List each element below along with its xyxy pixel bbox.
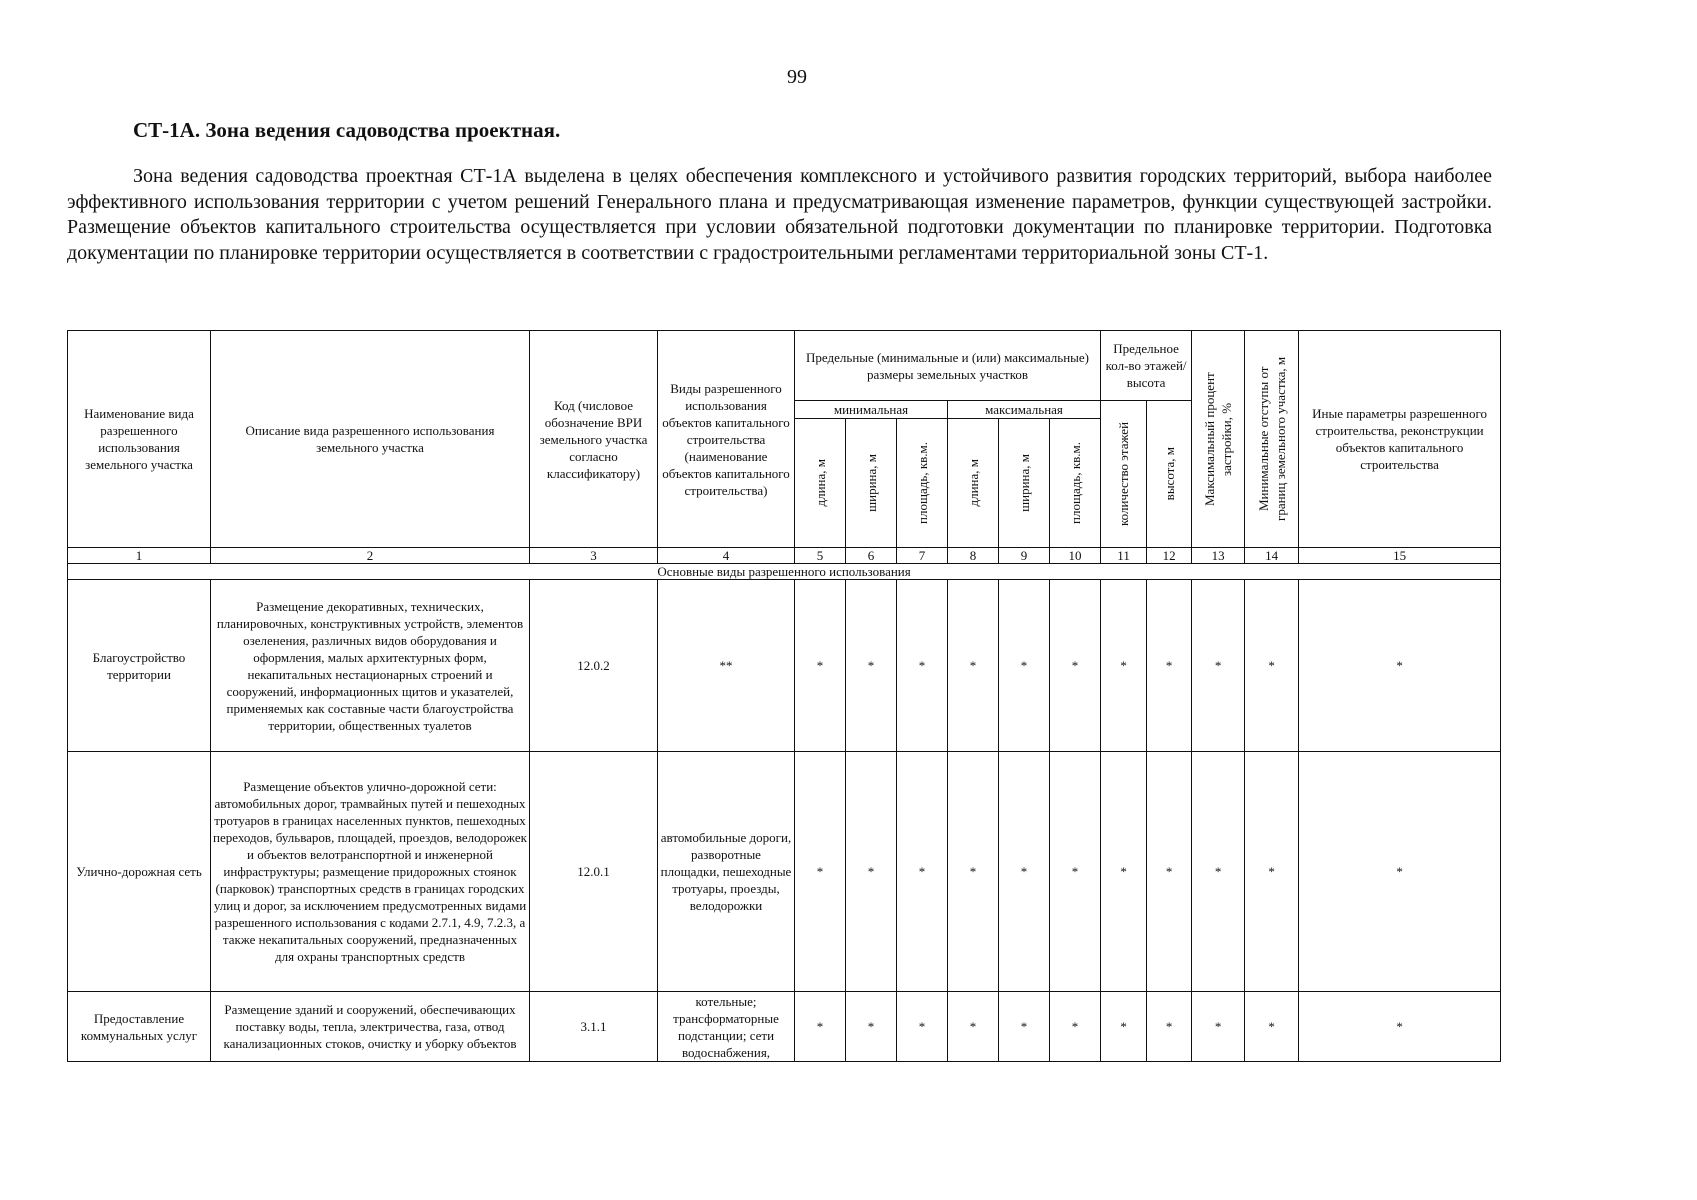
row-param: * bbox=[1299, 752, 1501, 992]
header-limits: Предельные (минимальные и (или) максимальные) размеры земельных участков bbox=[795, 331, 1101, 401]
row-name: Улично-дорожная сеть bbox=[68, 752, 211, 992]
row-name: Благоустройство территории bbox=[68, 580, 211, 752]
row-param: * bbox=[846, 752, 897, 992]
header-max-area-text: площадь, кв.м. bbox=[1067, 442, 1083, 524]
column-number: 11 bbox=[1101, 548, 1147, 564]
row-param: * bbox=[795, 580, 846, 752]
table-row bbox=[68, 752, 1501, 992]
header-min-width bbox=[846, 419, 897, 548]
header-maximal: максимальная bbox=[948, 401, 1101, 419]
row-param: * bbox=[846, 992, 897, 1062]
row-param: * bbox=[1192, 752, 1245, 992]
row-param: * bbox=[1147, 752, 1192, 992]
header-max-width bbox=[999, 419, 1050, 548]
header-name: Наименование вида разрешенного использования земельного участка bbox=[68, 331, 211, 548]
header-min-setback bbox=[1245, 331, 1299, 548]
row-description: Размещение зданий и сооружений, обеспечивающих поставку воды, тепла, электричества, газа, отвод канализационных стоков, очистку и уборку объектов bbox=[211, 992, 530, 1062]
header-min-area-text: площадь, кв.м. bbox=[914, 442, 930, 524]
row-param: * bbox=[897, 752, 948, 992]
column-number: 8 bbox=[948, 548, 999, 564]
header-other: Иные параметры разрешенного строительства, реконструкции объектов капитального строительства bbox=[1299, 331, 1501, 548]
header-height bbox=[1147, 401, 1192, 548]
row-description: Размещение декоративных, технических, планировочных, конструктивных устройств, элементов озеленения, различных видов оборудования и оформления, малых архитектурных форм, некапитальных нестационарных строений и сооружений, информационных щитов и указателей, применяемых как составные части благоустройства территории, общественных туалетов bbox=[211, 580, 530, 752]
row-kinds: автомобильные дороги, разворотные площадки, пешеходные тротуары, проезды, велодорожки bbox=[658, 752, 795, 992]
row-param: * bbox=[948, 580, 999, 752]
row-param: * bbox=[999, 992, 1050, 1062]
row-description: Размещение объектов улично-дорожной сети: автомобильных дорог, трамвайных путей и пешеходных тротуаров в границах населенных пунктов, пешеходных переходов, бульваров, площадей, проездов, велодорожек и объектов велотранспортной и инженерной инфраструктуры; размещение придорожных стоянок (парковок) транспортных средств в границах городских улиц и дорог, за исключением предусмотренных видами разрешенного использования с кодами 2.7.1, 4.9, 7.2.3, а также некапитальных сооружений, предназначенных для охраны транспортных средств bbox=[211, 752, 530, 992]
header-max-percent bbox=[1192, 331, 1245, 548]
column-number: 6 bbox=[846, 548, 897, 564]
column-number: 14 bbox=[1245, 548, 1299, 564]
column-number: 1 bbox=[68, 548, 211, 564]
row-param: * bbox=[795, 992, 846, 1062]
table-row bbox=[68, 580, 1501, 752]
row-param: * bbox=[1192, 580, 1245, 752]
header-code: Код (числовое обозначение ВРИ земельного участка согласно классификатору) bbox=[530, 331, 658, 548]
header-min-length-text: длина, м bbox=[812, 459, 828, 507]
row-param: * bbox=[948, 752, 999, 992]
row-param: * bbox=[846, 580, 897, 752]
header-height-text: высота, м bbox=[1161, 447, 1177, 501]
column-number: 2 bbox=[211, 548, 530, 564]
column-number: 3 bbox=[530, 548, 658, 564]
row-param: * bbox=[999, 580, 1050, 752]
row-param: * bbox=[1147, 992, 1192, 1062]
row-name: Предоставление коммунальных услуг bbox=[68, 992, 211, 1062]
header-floors-count-text: количество этажей bbox=[1116, 421, 1132, 527]
header-description: Описание вида разрешенного использования земельного участка bbox=[211, 331, 530, 548]
header-min-length bbox=[795, 419, 846, 548]
header-kinds: Виды разрешенного использования объектов капитального строительства (наименование объектов капитального строительства) bbox=[658, 331, 795, 548]
header-floors: Предельное кол-во этажей/ высота bbox=[1101, 331, 1192, 401]
row-param: * bbox=[1245, 580, 1299, 752]
row-param: * bbox=[1101, 580, 1147, 752]
header-min-width-text: ширина, м bbox=[863, 454, 879, 512]
row-param: * bbox=[1299, 992, 1501, 1062]
row-param: * bbox=[948, 992, 999, 1062]
row-code: 12.0.2 bbox=[530, 580, 658, 752]
header-minimal: минимальная bbox=[795, 401, 948, 419]
column-number: 13 bbox=[1192, 548, 1245, 564]
row-param: * bbox=[999, 752, 1050, 992]
row-param: * bbox=[897, 580, 948, 752]
page-number: 99 bbox=[787, 66, 807, 88]
column-number: 12 bbox=[1147, 548, 1192, 564]
header-max-width-text: ширина, м bbox=[1016, 454, 1032, 512]
regulations-table bbox=[67, 330, 1501, 1062]
row-param: * bbox=[1101, 992, 1147, 1062]
column-number: 7 bbox=[897, 548, 948, 564]
row-param: * bbox=[795, 752, 846, 992]
zone-heading: СТ-1А. Зона ведения садоводства проектная. bbox=[133, 118, 561, 142]
section-title: Основные виды разрешенного использования bbox=[68, 564, 1501, 580]
row-param: * bbox=[1050, 752, 1101, 992]
header-max-length bbox=[948, 419, 999, 548]
intro-paragraph: Зона ведения садоводства проектная СТ-1А выделена в целях обеспечения комплексного и устойчивого развития городских территорий, выбора наиболее эффективного использования территории с учетом решений Генерального плана и предусматривающая изменение параметров, функции существующей застройки. Размещение объектов капитального строительства осуществляется при условии обязательной подготовки документации по планировке территории. Подготовка документации по планировке территории осуществляется в соответствии с градостроительными регламентами территориальной зоны СТ-1. bbox=[67, 165, 1492, 264]
row-kinds: ** bbox=[658, 580, 795, 752]
column-number: 5 bbox=[795, 548, 846, 564]
header-max-length-text: длина, м bbox=[965, 459, 981, 507]
header-max-percent-text: Максимальный процент застройки, % bbox=[1202, 372, 1235, 506]
row-param: * bbox=[1050, 580, 1101, 752]
row-param: * bbox=[1245, 752, 1299, 992]
section-row bbox=[68, 564, 1501, 580]
row-param: * bbox=[1101, 752, 1147, 992]
column-number: 4 bbox=[658, 548, 795, 564]
row-code: 12.0.1 bbox=[530, 752, 658, 992]
header-min-area bbox=[897, 419, 948, 548]
row-param: * bbox=[1299, 580, 1501, 752]
header-max-area bbox=[1050, 419, 1101, 548]
row-param: * bbox=[1245, 992, 1299, 1062]
header-floors-count bbox=[1101, 401, 1147, 548]
row-param: * bbox=[1050, 992, 1101, 1062]
row-param: * bbox=[897, 992, 948, 1062]
row-code: 3.1.1 bbox=[530, 992, 658, 1062]
row-param: * bbox=[1147, 580, 1192, 752]
column-number: 9 bbox=[999, 548, 1050, 564]
column-numbers-row bbox=[68, 548, 1501, 564]
column-number: 10 bbox=[1050, 548, 1101, 564]
table-row bbox=[68, 992, 1501, 1062]
row-kinds: котельные; трансформаторные подстанции; сети водоснабжения, bbox=[658, 992, 795, 1062]
header-min-setback-text: Минимальные отступы от границ земельного участка, м bbox=[1255, 356, 1288, 522]
column-number: 15 bbox=[1299, 548, 1501, 564]
row-param: * bbox=[1192, 992, 1245, 1062]
